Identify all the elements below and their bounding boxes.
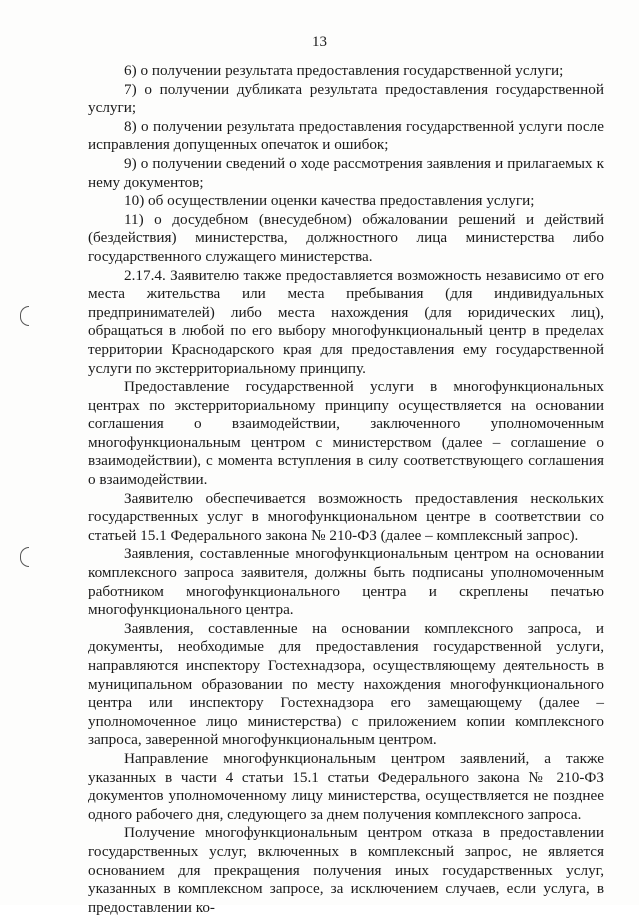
binding-hole-mark: [20, 306, 29, 326]
paragraph-refusal: Получение многофункциональным центром отказа в предоставлении государственных услуг, включенных в комплексный запрос, не является основанием для прекращения получения иных государственных услуг, указанных в комплексном запросе, за исключением случаев, если услуга, в предоставлении ко-: [88, 824, 604, 916]
list-item-7: 7) о получении дубликата результата предоставления государственной услуги;: [88, 80, 604, 117]
list-item-6: 6) о получении результата предоставления государственной услуги;: [124, 62, 564, 79]
paragraph-sending-deadline: Направление многофункциональным центром заявлений, а также указанных в части 4 статьи 15.1 статьи Федерального закона № 210-ФЗ документов уполномоченному лицу министерства, осуществляется не позднее одного рабочего дня, следующего за днем получения комплексного запроса.: [88, 749, 604, 823]
list-item-8: 8) о получении результата предоставления государственной услуги после исправления допущенных опечаток и ошибок;: [88, 117, 604, 154]
paragraph-2-17-4: 2.17.4. Заявителю также предоставляется возможность независимо от его места жительства или места пребывания (для индивидуальных предпринимателей) либо места нахождения (для юридических лиц), обращаться в любой по его выбору многофункциональный центр в пределах территории Краснодарского края для предоставления ему государственной услуги по экстерриториальному принципу.: [88, 266, 604, 377]
paragraph-extraterritorial: Предоставление государственной услуги в многофункциональных центрах по экстерриториальному принципу осуществляется на основании соглашения о взаимодействии, заключенного уполномоченным многофункциональным центром с министерством (далее – соглашение о взаимодействии), с момента вступления в силу соответствующего соглашения о взаимодействии.: [88, 378, 604, 489]
document-body: [88, 62, 604, 917]
page-number: 13: [312, 34, 327, 50]
list-item-10: 10) об осуществлении оценки качества предоставления услуги;: [124, 192, 535, 210]
list-item-9: 9) о получении сведений о ходе рассмотрения заявления и прилагаемых к нему документов;: [88, 154, 604, 191]
list-item-11: 11) о досудебном (внесудебном) обжаловании решений и действий (бездействия) министерства, должностного лица министерства либо государственного служащего министерства.: [88, 210, 604, 265]
paragraph-complex-request: Заявителю обеспечивается возможность предоставления нескольких государственных услуг в многофункциональном центре в соответствии со статьей 15.1 Федерального закона № 210-ФЗ (далее – комплексный запрос).: [88, 489, 604, 544]
binding-hole-mark: [20, 547, 29, 567]
paragraph-applications-signed: Заявления, составленные многофункциональным центром на основании комплексного запроса заявителя, должны быть подписаны уполномоченным работником многофункционального центра и скреплены печатью многофункционального центра.: [88, 545, 604, 619]
paragraph-applications-sent: Заявления, составленные на основании комплексного запроса, и документы, необходимые для предоставления государственной услуги, направляются инспектору Гостехнадзора, осуществляющему деятельность в муниципальном образовании по месту нахождения многофункционального центра или инспектору Гостехнадзора его замещающему (далее – уполномоченное лицо министерства) с приложением копии комплексного запроса, заверенной многофункциональным центром.: [88, 619, 604, 749]
